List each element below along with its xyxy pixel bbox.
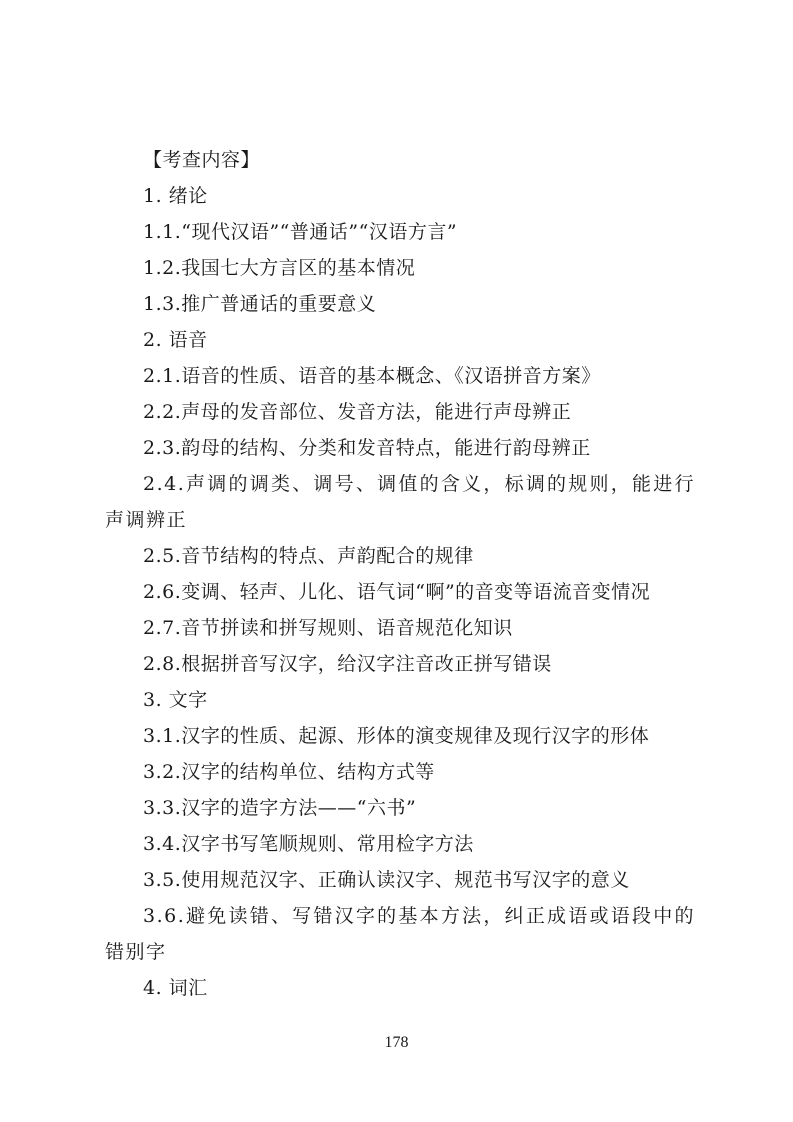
outline-item: 2.1.语音的性质、语音的基本概念、《汉语拼音方案》 [143,365,601,387]
outline-item: 3.5.使用规范汉字、正确认读汉字、规范书写汉字的意义 [143,869,630,891]
outline-item: 2.8.根据拼音写汉字，给汉字注音改正拼写错误 [143,653,552,675]
outline-item: 3.1.汉字的性质、起源、形体的演变规律及现行汉字的形体 [143,725,650,747]
outline-item-wrapped: 2.4.声调的调类、调号、调值的含义，标调的规则，能进行声调辨正 [105,473,695,531]
outline-item: 3.2.汉字的结构单位、结构方式等 [143,761,435,783]
outline-item: 3.4.汉字书写笔顺规则、常用检字方法 [143,833,474,855]
outline-item: 1.1.“现代汉语”“普通话”“汉语方言” [143,221,458,243]
outline-item: 3.3.汉字的造字方法——“六书” [143,797,417,819]
outline-item: 3. 文字 [143,689,208,711]
outline-item: 4. 词汇 [143,977,208,999]
outline-item: 2. 语音 [143,329,208,351]
outline-item: 2.3.韵母的结构、分类和发音特点，能进行韵母辨正 [143,437,591,459]
outline-item: 2.7.音节拼读和拼写规则、语音规范化知识 [143,617,513,639]
outline-item: 1.3.推广普通话的重要意义 [143,293,377,315]
outline-item: 2.5.音节结构的特点、声韵配合的规律 [143,545,474,567]
outline-item-wrapped: 3.6.避免读错、写错汉字的基本方法，纠正成语或语段中的错别字 [105,905,695,963]
outline-item: 1.2.我国七大方言区的基本情况 [143,257,416,279]
outline-item: 2.6.变调、轻声、儿化、语气词“啊”的音变等语流音变情况 [143,581,651,603]
exam-content [105,142,695,1006]
outline-item: 1. 绪论 [143,185,208,207]
section-heading: 【考查内容】 [143,149,261,171]
page-number: 178 [384,1034,409,1051]
outline-item: 2.2.声母的发音部位、发音方法，能进行声母辨正 [143,401,572,423]
